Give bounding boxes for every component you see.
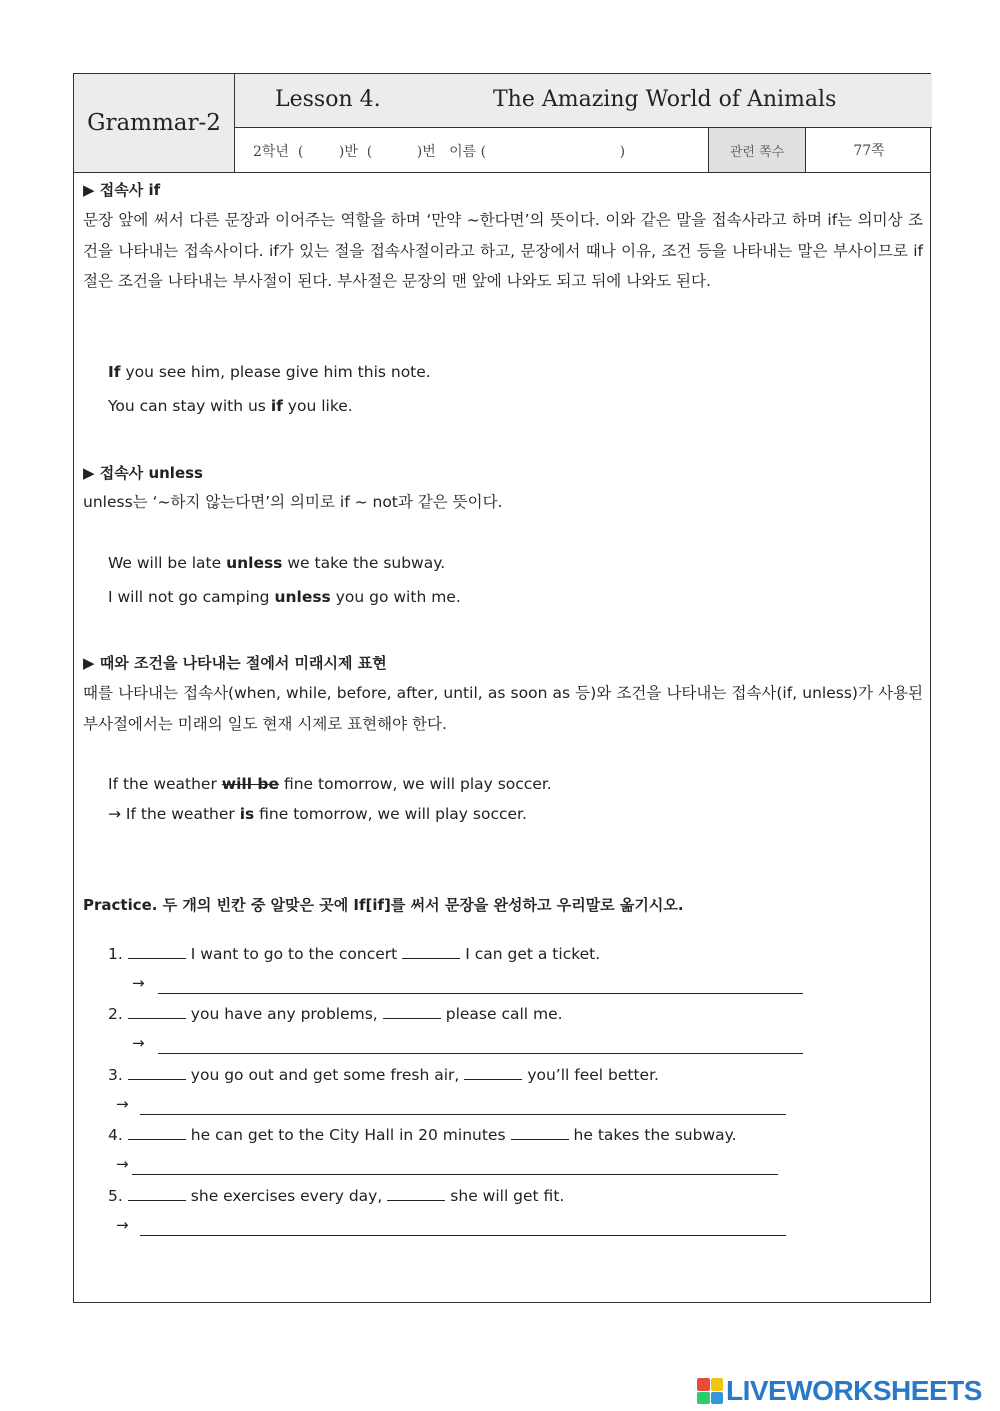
answer-line-2[interactable] (132, 1034, 804, 1054)
logo-icon (697, 1378, 723, 1404)
question-5 (108, 1186, 564, 1205)
logo-text: LIVEWORKSHEETS (726, 1375, 982, 1406)
question-2 (108, 1004, 563, 1023)
blank-input[interactable] (387, 1186, 445, 1201)
practice-text: 두 개의 빈칸 중 알맞은 곳에 If[if]를 써서 문장을 완성하고 우리말로 옮기시오. (157, 896, 684, 914)
keyword: if (270, 397, 283, 415)
question-3 (108, 1065, 659, 1084)
translation-input[interactable] (158, 993, 803, 994)
arrow-icon: → (132, 974, 145, 992)
student-info-field[interactable]: 2학년 ( )반 ( )번 이름 ( ) (253, 144, 626, 160)
example-text: We will be late (108, 554, 227, 572)
blank-input[interactable] (383, 1004, 441, 1019)
question-text: she will get fit. (450, 1187, 565, 1205)
question-number: 1. (108, 945, 123, 963)
question-number: 2. (108, 1005, 123, 1023)
translation-input[interactable] (140, 1114, 786, 1115)
section-unless-body: unless는 ‘~하지 않는다면’의 의미로 if ~ not과 같은 뜻이다. (83, 493, 503, 511)
practice-label: Practice. (83, 896, 158, 914)
section-if-heading: ▶ 접속사 if (83, 181, 161, 199)
logo-square (697, 1378, 710, 1391)
question-4 (108, 1125, 737, 1144)
arrow-icon: → (116, 1155, 129, 1173)
answer-line-5[interactable] (116, 1216, 788, 1236)
answer-line-1[interactable] (132, 974, 804, 994)
question-text: you’ll feel better. (527, 1066, 659, 1084)
example-text: If the weather (108, 775, 222, 793)
blank-input[interactable] (128, 1065, 186, 1080)
arrow-icon: → (116, 1095, 129, 1113)
example-text: → If the weather (108, 805, 240, 823)
answer-line-3[interactable] (116, 1095, 788, 1115)
question-number: 3. (108, 1066, 123, 1084)
question-number: 4. (108, 1126, 123, 1144)
example-text: fine tomorrow, we will play soccer. (254, 805, 527, 823)
translation-input[interactable] (158, 1053, 803, 1054)
practice-instruction (83, 894, 684, 915)
blank-input[interactable] (511, 1125, 569, 1140)
translation-input[interactable] (132, 1174, 778, 1175)
section-tense-body: 때를 나타내는 접속사(when, while, before, after, until, as soon as 등)와 조건을 나타내는 접속사(if, unless)가 사용된 부사절에서는 미래의 일도 현재 시제로 표현해야 한다. (83, 684, 923, 733)
translation-input[interactable] (140, 1235, 786, 1236)
example-text: You can stay with us (108, 397, 271, 415)
arrow-icon: → (116, 1216, 129, 1234)
example-text: you go with me. (330, 588, 461, 606)
struck-text: will be (221, 775, 280, 793)
blank-input[interactable] (402, 944, 460, 959)
question-text: I can get a ticket. (465, 945, 601, 963)
header-table (74, 74, 930, 173)
lesson-title: The Amazing World of Animals (493, 87, 837, 112)
if-example-2 (108, 396, 353, 416)
if-example-1 (108, 362, 431, 382)
tense-example-2 (108, 804, 527, 824)
blank-input[interactable] (128, 1186, 186, 1201)
example-text: we take the subway. (282, 554, 446, 572)
logo-square (697, 1392, 710, 1405)
question-text: you go out and get some fresh air, (190, 1066, 460, 1084)
logo-square (711, 1392, 724, 1405)
worksheet (73, 73, 931, 1303)
blank-input[interactable] (128, 1004, 186, 1019)
question-text: she exercises every day, (190, 1187, 383, 1205)
example-text: fine tomorrow, we will play soccer. (279, 775, 552, 793)
worksheet-title: Grammar-2 (74, 74, 235, 172)
question-text: he can get to the City Hall in 20 minutes (190, 1126, 506, 1144)
blank-input[interactable] (464, 1065, 522, 1080)
keyword: If (108, 363, 121, 381)
question-text: he takes the subway. (573, 1126, 737, 1144)
unless-example-2 (108, 587, 461, 607)
lesson-number: Lesson 4. (275, 87, 381, 112)
question-text: you have any problems, (190, 1005, 378, 1023)
tense-example-1 (108, 774, 552, 794)
blank-input[interactable] (128, 1125, 186, 1140)
logo-square (711, 1378, 724, 1391)
related-page-value: 77쪽 (853, 143, 885, 159)
question-text: I want to go to the concert (190, 945, 398, 963)
answer-line-4[interactable] (116, 1155, 780, 1175)
question-1 (108, 944, 600, 963)
arrow-icon: → (132, 1034, 145, 1052)
keyword: is (239, 805, 255, 823)
section-if-body: 문장 앞에 써서 다른 문장과 이어주는 역할을 하며 ‘만약 ~한다면’의 뜻이다. 이와 같은 말을 접속사라고 하며 if는 의미상 조건을 나타내는 접속사이다. if가 있는 절을 접속사절이라고 하고, 문장에서 때나 이유, 조건 등을 나타내는 말은 부사이므로 if절은 조건을 나타내는 부사절이 된다. 부사절은 문장의 맨 앞에 나와도 되고 뒤에 나와도 된다. (83, 211, 923, 290)
related-page-label: 관련 쪽수 (708, 128, 806, 172)
example-text: you see him, please give him this note. (120, 363, 431, 381)
lesson-header (235, 74, 932, 128)
liveworksheets-logo[interactable] (697, 1376, 982, 1406)
example-text: I will not go camping (108, 588, 275, 606)
section-tense-heading: ▶ 때와 조건을 나타내는 절에서 미래시제 표현 (83, 654, 387, 672)
section-unless-heading: ▶ 접속사 unless (83, 464, 203, 482)
example-text: you like. (282, 397, 353, 415)
question-number: 5. (108, 1187, 123, 1205)
keyword: unless (274, 588, 331, 606)
question-text: please call me. (445, 1005, 563, 1023)
unless-example-1 (108, 553, 445, 573)
blank-input[interactable] (128, 944, 186, 959)
keyword: unless (226, 554, 283, 572)
